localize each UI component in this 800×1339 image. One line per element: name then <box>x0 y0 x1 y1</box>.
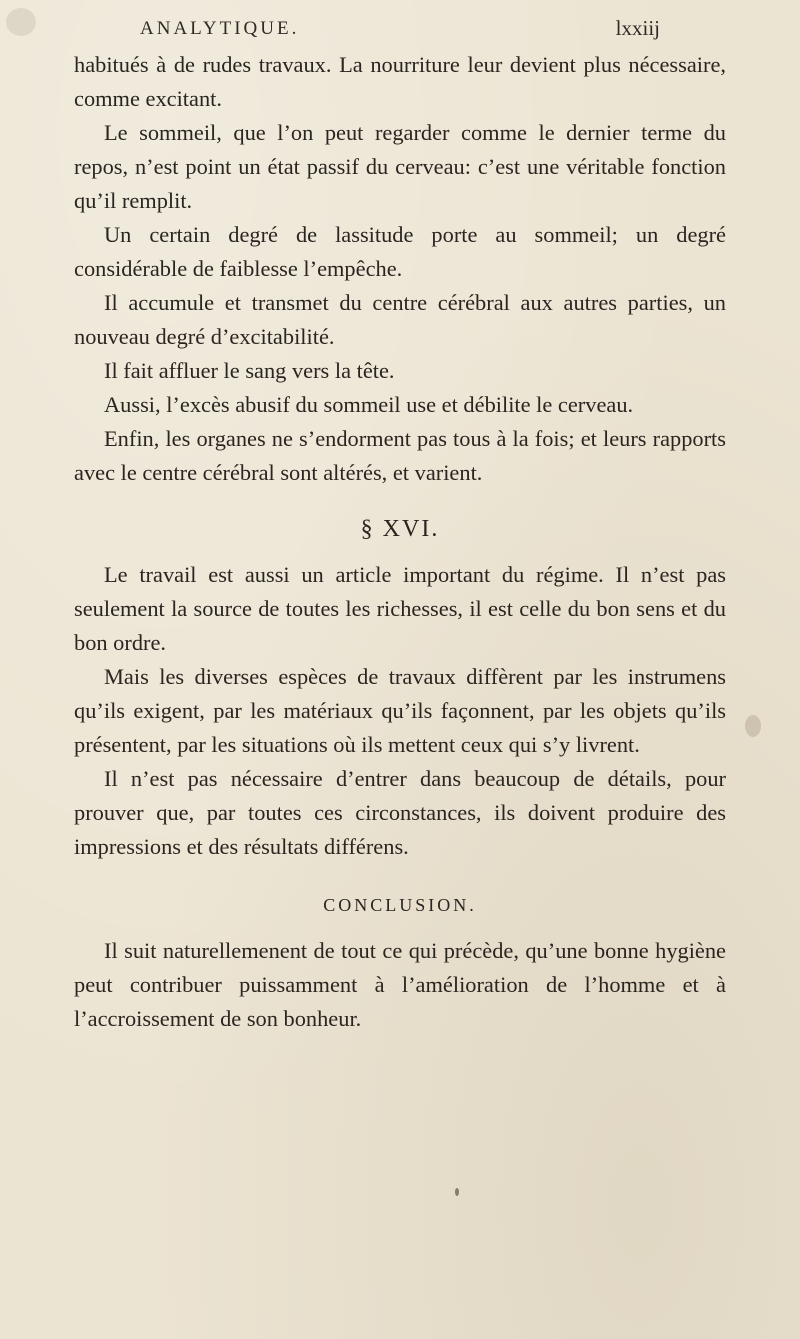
paragraph: Il accumule et transmet du centre cérébral aux autres parties, un nouveau degré d’excitabilité. <box>74 290 726 349</box>
paragraph: habitués à de rudes travaux. La nourriture leur devient plus nécessaire, comme excitant. <box>74 52 726 111</box>
body-text <box>74 48 726 1036</box>
paragraph: Enfin, les organes ne s’endorment pas tous à la fois; et leurs rapports avec le centre cérébral sont altérés, et varient. <box>74 426 726 485</box>
paper-stain <box>455 1188 459 1196</box>
paragraph: Aussi, l’excès abusif du sommeil use et débilite le cerveau. <box>104 392 634 417</box>
running-title: ANALYTIQUE. <box>140 18 300 39</box>
paragraph: Le travail est aussi un article important du régime. Il n’est pas seulement la source de toutes les richesses, il est celle du bon sens et du bon ordre. <box>74 562 726 655</box>
paragraph: Il n’est pas nécessaire d’entrer dans beaucoup de détails, pour prouver que, par toutes ces circonstances, ils doivent produire des impressions et des résultats différens. <box>74 766 726 859</box>
running-head <box>140 18 660 48</box>
paper-stain <box>745 715 761 737</box>
paragraph: Il suit naturellemenent de tout ce qui précède, qu’une bonne hygiène peut contribuer puissamment à l’amélioration de l’homme et à l’accroissement de son bonheur. <box>74 938 726 1031</box>
conclusion-heading: CONCLUSION. <box>323 895 477 915</box>
page-number: lxxiij <box>615 16 660 40</box>
paragraph: Mais les diverses espèces de travaux diffèrent par les instrumens qu’ils exigent, par les matériaux qu’ils façonnent, par les objets qu’ils présentent, par les situations où ils mettent ceux qui s’y livrent. <box>74 664 726 757</box>
paragraph: Le sommeil, que l’on peut regarder comme le dernier terme du repos, n’est point un état passif du cerveau: c’est une véritable fonction qu’il remplit. <box>74 120 726 213</box>
section-heading: § XVI. <box>360 516 440 542</box>
paragraph: Il fait affluer le sang vers la tête. <box>104 358 395 383</box>
paper-stain <box>6 8 36 36</box>
paragraph: Un certain degré de lassitude porte au sommeil; un degré considérable de faiblesse l’empêche. <box>74 222 726 281</box>
